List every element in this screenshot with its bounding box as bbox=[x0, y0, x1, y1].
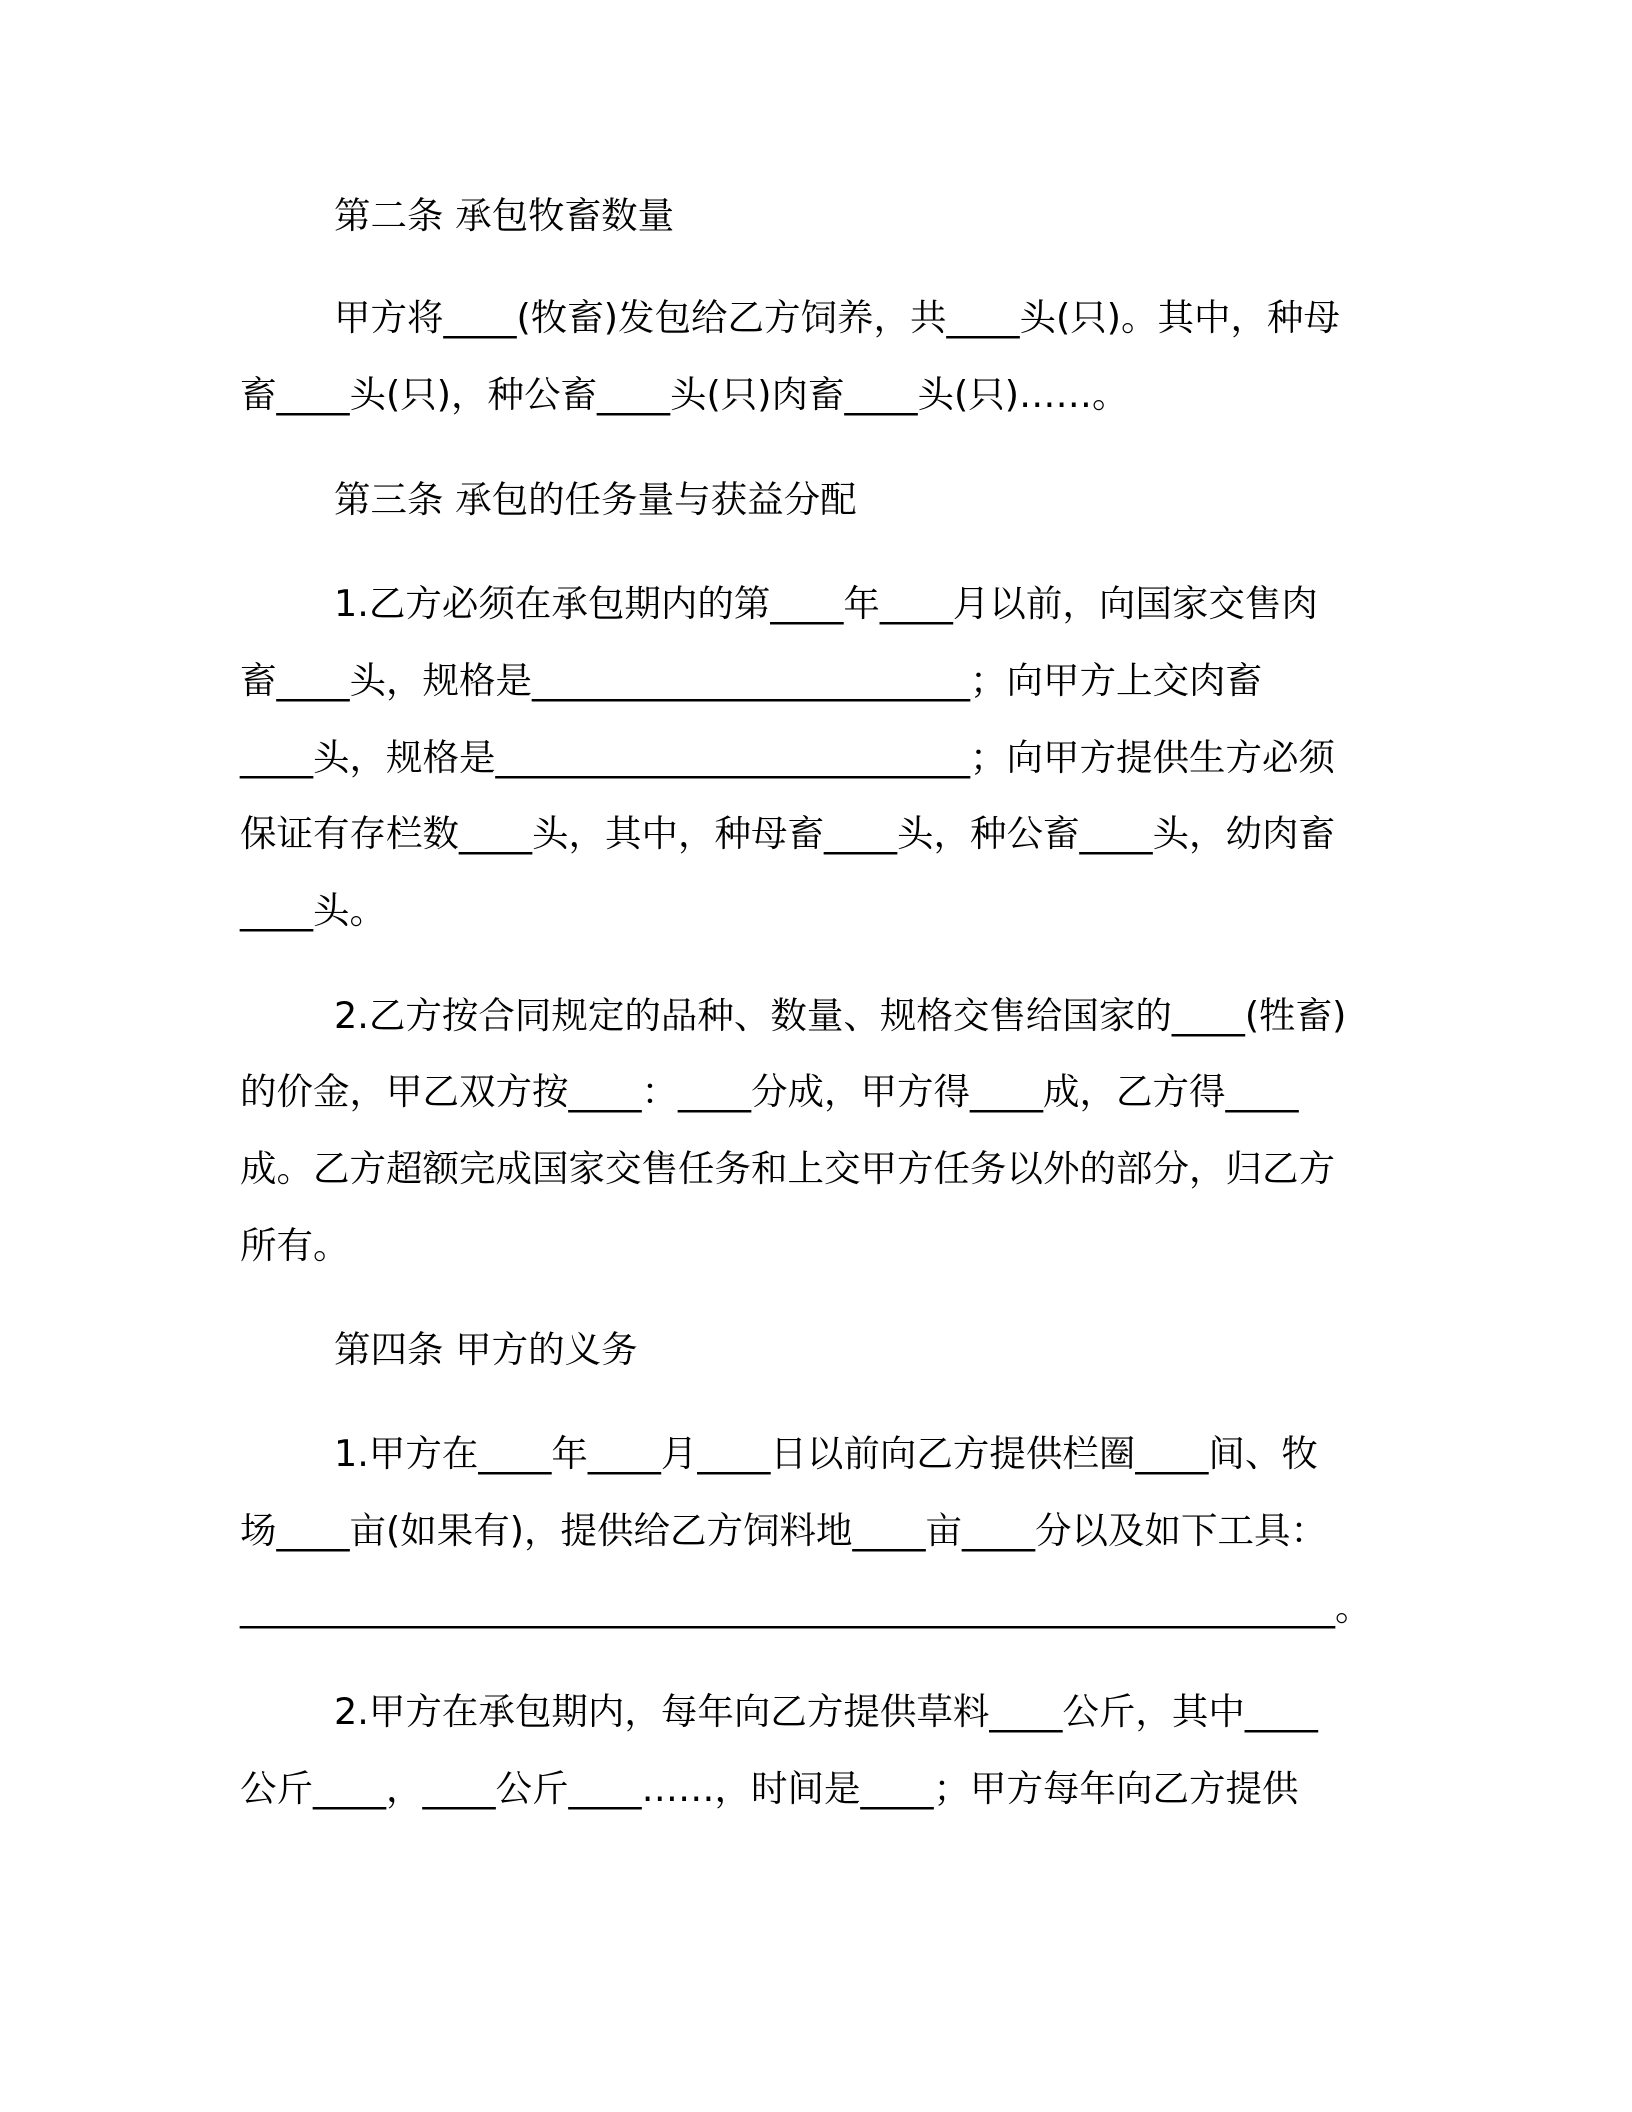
section-4-item-1-line-1: 1.甲方在____年____月____日以前向乙方提供栏圈____间、牧 bbox=[334, 1432, 1318, 1475]
section-2-line-1: 甲方将____(牧畜)发包给乙方饲养，共____头(只)。其中，种母 bbox=[334, 296, 1340, 339]
section-3-item-2-line-2: 的价金，甲乙双方按____：____分成，甲方得____成，乙方得____ bbox=[240, 1070, 1299, 1113]
section-4-item-2-line-1: 2.甲方在承包期内，每年向乙方提供草料____公斤，其中____ bbox=[334, 1690, 1318, 1733]
section-2-heading: 第二条 承包牧畜数量 bbox=[334, 194, 675, 237]
section-4-item-1-line-3: ____________________________________________________________。 bbox=[240, 1586, 1372, 1629]
section-3-heading: 第三条 承包的任务量与获益分配 bbox=[334, 478, 857, 521]
section-4-item-1-line-2: 场____亩(如果有)，提供给乙方饲料地____亩____分以及如下工具： bbox=[240, 1509, 1327, 1552]
section-3-item-2-line-3: 成。乙方超额完成国家交售任务和上交甲方任务以外的部分，归乙方 bbox=[240, 1147, 1335, 1190]
section-3-item-1-line-4: 保证有存栏数____头，其中，种母畜____头，种公畜____头，幼肉畜 bbox=[240, 812, 1335, 855]
section-3-item-1-line-3: ____头，规格是__________________________；向甲方提供生方必须 bbox=[240, 736, 1335, 779]
section-3-item-2-line-1: 2.乙方按合同规定的品种、数量、规格交售给国家的____(牲畜) bbox=[334, 994, 1347, 1037]
section-3-item-2-line-4: 所有。 bbox=[240, 1224, 350, 1267]
section-4-item-2-line-2: 公斤____，____公斤____……，时间是____；甲方每年向乙方提供 bbox=[240, 1767, 1299, 1810]
section-3-item-1-line-1: 1.乙方必须在承包期内的第____年____月以前，向国家交售肉 bbox=[334, 582, 1318, 625]
section-3-item-1-line-2: 畜____头，规格是________________________；向甲方上交肉畜 bbox=[240, 659, 1262, 702]
section-4-heading: 第四条 甲方的义务 bbox=[334, 1328, 638, 1371]
section-3-item-1-line-5: ____头。 bbox=[240, 889, 386, 932]
section-2-line-2: 畜____头(只)，种公畜____头(只)肉畜____头(只)……。 bbox=[240, 373, 1129, 416]
